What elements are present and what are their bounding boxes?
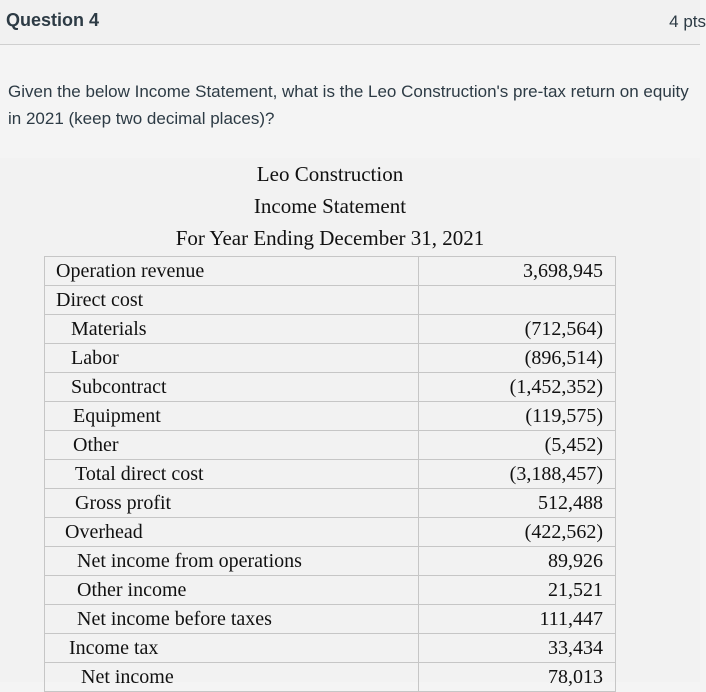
row-label: Net income before taxes xyxy=(45,605,419,634)
row-value: (5,452) xyxy=(419,431,616,460)
table-row xyxy=(45,605,616,634)
row-value: (422,562) xyxy=(419,518,616,547)
row-value: (712,564) xyxy=(419,315,616,344)
row-value: 21,521 xyxy=(419,576,616,605)
table-row xyxy=(45,402,616,431)
row-label: Labor xyxy=(45,344,419,373)
table-row xyxy=(45,315,616,344)
table-row xyxy=(45,489,616,518)
statement-period: For Year Ending December 31, 2021 xyxy=(175,226,485,250)
question-title: Question 4 xyxy=(6,10,100,30)
row-label: Other xyxy=(45,431,419,460)
row-value: 33,434 xyxy=(419,634,616,663)
row-value: 111,447 xyxy=(419,605,616,634)
row-label: Other income xyxy=(45,576,419,605)
row-value: 78,013 xyxy=(419,663,616,692)
row-label: Net income xyxy=(45,663,419,692)
row-label: Direct cost xyxy=(45,286,419,315)
table-row xyxy=(45,431,616,460)
row-value: (3,188,457) xyxy=(419,460,616,489)
table-row xyxy=(45,257,616,286)
table-row xyxy=(45,663,616,692)
company-name: Leo Construction xyxy=(256,162,404,186)
question-text: Given the below Income Statement, what is the Leo Construction's pre-tax return on equity in 2021 (keep two decimal places)? xyxy=(8,82,689,128)
table-row xyxy=(45,344,616,373)
table-row xyxy=(45,634,616,663)
row-label: Income tax xyxy=(45,634,419,663)
row-value xyxy=(419,286,616,315)
row-label: Materials xyxy=(45,315,419,344)
table-row xyxy=(45,286,616,315)
table-row xyxy=(45,576,616,605)
row-label: Net income from operations xyxy=(45,547,419,576)
table-row xyxy=(45,518,616,547)
income-statement-image xyxy=(0,158,700,688)
row-label: Operation revenue xyxy=(45,257,419,286)
question-points: 4 pts xyxy=(669,12,706,31)
row-value: (1,452,352) xyxy=(419,373,616,402)
question-header xyxy=(0,0,706,45)
statement-name: Income Statement xyxy=(253,194,407,218)
row-value: 3,698,945 xyxy=(419,257,616,286)
row-label: Total direct cost xyxy=(45,460,419,489)
row-label: Subcontract xyxy=(45,373,419,402)
income-statement-table xyxy=(44,256,616,692)
table-row xyxy=(45,547,616,576)
row-value: (119,575) xyxy=(419,402,616,431)
table-row xyxy=(45,373,616,402)
row-label: Gross profit xyxy=(45,489,419,518)
table-row xyxy=(45,460,616,489)
row-value: (896,514) xyxy=(419,344,616,373)
row-label: Overhead xyxy=(45,518,419,547)
row-value: 89,926 xyxy=(419,547,616,576)
row-value: 512,488 xyxy=(419,489,616,518)
row-label: Equipment xyxy=(45,402,419,431)
